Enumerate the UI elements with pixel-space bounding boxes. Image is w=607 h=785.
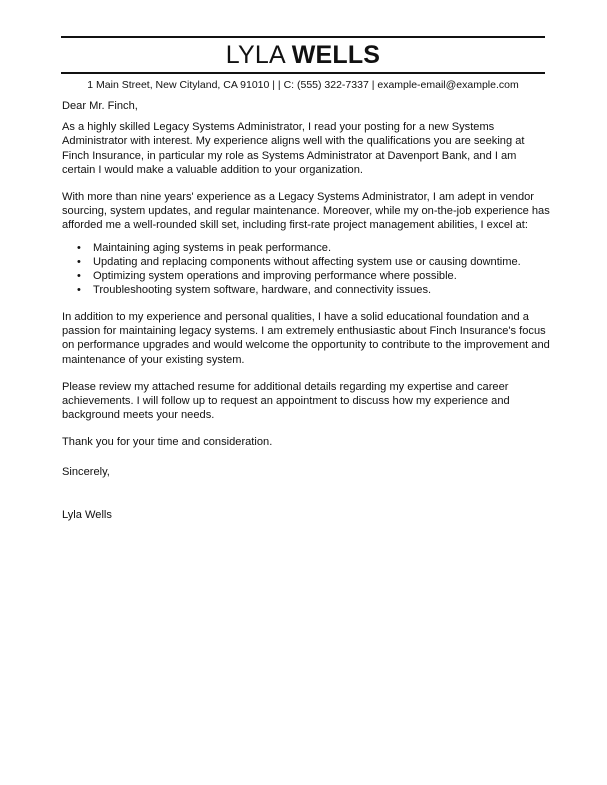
- bullet-icon: •: [77, 255, 81, 268]
- paragraph-followup: Please review my attached resume for additional details regarding my expertise and career achievements. I will follow up to request an appointment to discuss how my experience and background meets your needs.: [62, 380, 510, 422]
- bullet-icon: •: [77, 269, 81, 282]
- skill-text: Maintaining aging systems in peak performance.: [93, 241, 332, 254]
- paragraph-intro: As a highly skilled Legacy Systems Administrator, I read your posting for a new Systems Administrator with interest. My experience aligns well with the qualifications you are seeking at Finch Insurance, in particular my role as Systems Administrator at Davenport Bank, and I am certain I would make a valuable addition to your organization.: [62, 121, 525, 176]
- header-bottom-rule: [61, 72, 545, 74]
- skills-list: [62, 241, 552, 297]
- last-name: WELLS: [291, 41, 381, 69]
- signature: Lyla Wells: [62, 508, 112, 521]
- list-item: [62, 241, 552, 255]
- list-item: [62, 283, 552, 297]
- applicant-name: [61, 39, 545, 71]
- paragraph-thanks: Thank you for your time and consideration.: [62, 436, 273, 449]
- closing: Sincerely,: [62, 465, 110, 478]
- paragraph-qualities: In addition to my experience and personal qualities, I have a solid educational foundation and a passion for maintaining legacy systems. I am extremely enthusiastic about Finch Insurance's focus on performance upgrades and would welcome the opportunity to contribute to the improvement and maintenance of your existing system.: [62, 311, 550, 366]
- skill-text: Updating and replacing components without affecting system use or causing downtime.: [93, 255, 521, 268]
- bullet-icon: •: [77, 241, 81, 254]
- skill-text: Optimizing system operations and improving performance where possible.: [93, 269, 457, 282]
- first-name: LYLA: [225, 41, 285, 69]
- bullet-icon: •: [77, 283, 81, 296]
- salutation: Dear Mr. Finch,: [62, 100, 138, 112]
- paragraph-experience: With more than nine years' experience as a Legacy Systems Administrator, I am adept in vendor sourcing, system updates, and regular maintenance. Moreover, while my on-the-job experience has afforded me a well-rounded skill set, including first-rate project management abilities, I excel at:: [62, 191, 550, 232]
- letter-body: [62, 99, 552, 535]
- list-item: [62, 269, 552, 283]
- skill-text: Troubleshooting system software, hardware, and connectivity issues.: [93, 283, 432, 296]
- list-item: [62, 255, 552, 269]
- contact-info: 1 Main Street, New Cityland, CA 91010 | | C: (555) 322-7337 | example-email@example.com: [87, 79, 519, 91]
- header-top-rule: [61, 36, 545, 38]
